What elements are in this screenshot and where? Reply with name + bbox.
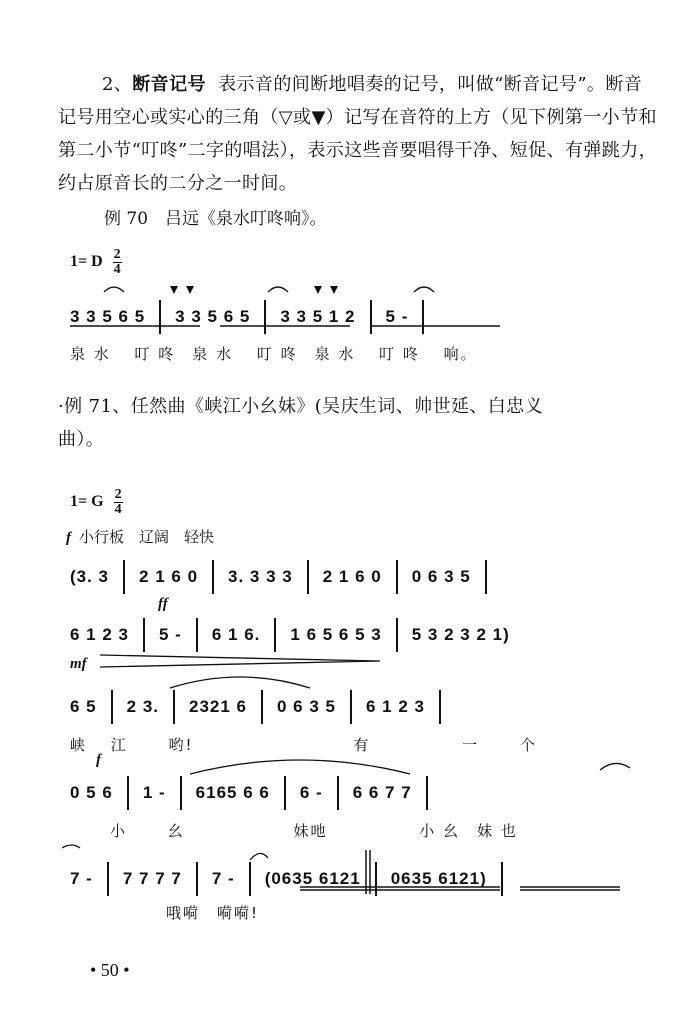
key-signature: 1= D — [70, 253, 103, 271]
example-70-caption: 例 70 吕远《泉水叮咚响》。 — [104, 209, 327, 229]
measure: 3. 3 3 3 — [228, 567, 293, 586]
slur — [104, 287, 124, 292]
measure: 6 1 6. — [211, 625, 261, 644]
measure: 0 5 6 — [70, 783, 113, 802]
time-numerator: 2 — [113, 247, 121, 262]
dynamic-f: f — [96, 752, 101, 768]
measure: 3 3 5 6 5 — [175, 307, 251, 326]
measure: 5 - — [159, 625, 182, 644]
measure: 7 - — [70, 869, 93, 888]
measure: 2 3. — [126, 697, 159, 716]
measure: 7 - — [211, 869, 235, 888]
key-signature: 1= G — [70, 493, 104, 511]
measure: 6 6 7 7 — [352, 783, 412, 802]
measure: 6 1 2 3 — [70, 625, 129, 644]
measure: 1 6 5 6 5 3 — [290, 625, 382, 644]
slur — [414, 287, 434, 292]
slur — [268, 287, 288, 292]
staccato-triangle — [314, 286, 322, 294]
measure: 6 - — [299, 783, 323, 802]
time-denominator: 4 — [113, 262, 121, 277]
section-body: 表示音的间断地唱奏的记号，叫做“断音记号”。断音记号用空心或实心的三角（▽或▼）记写在音符的上方（见下例第一小节和第二小节“叮咚”二字的唱法），表示这些音要唱得干净、短促、有弹跳力，约占原音长的二分之一时间。 — [58, 74, 658, 194]
time-numerator: 2 — [114, 487, 122, 502]
measure: 6 5 — [70, 697, 97, 716]
decrescendo-hairpin — [100, 655, 380, 667]
section-number: 2、 — [102, 74, 133, 95]
measure: (0635 6121 — [264, 869, 361, 888]
measure: 2321 6 — [189, 697, 247, 716]
tie — [62, 845, 80, 848]
measure: 0 6 3 5 — [411, 567, 471, 586]
measure: 6 1 2 3 — [366, 697, 425, 716]
measure: 7 7 7 7 — [122, 869, 182, 888]
staccato-triangle — [170, 286, 178, 294]
section-title: 断音记号 — [132, 74, 206, 95]
measure: 0 6 3 5 — [277, 697, 336, 716]
measure: 1 - — [142, 783, 166, 802]
measure: 5 3 2 3 2 1) — [411, 625, 510, 644]
measure: 3 3 5 1 2 — [280, 307, 356, 326]
tie — [600, 763, 630, 770]
dynamic-mf: mf — [70, 656, 87, 672]
slur — [250, 853, 268, 860]
measure: 6165 6 6 — [195, 783, 270, 802]
slur — [190, 760, 410, 774]
measure: 0635 6121) — [390, 869, 487, 888]
measure: 2 1 6 0 — [139, 567, 199, 586]
row-5-lyrics: 哦嗬 嗬嗬! — [166, 904, 260, 922]
measure: 3 3 5 6 5 — [70, 307, 146, 326]
dynamic-ff: ff — [158, 596, 168, 612]
measure: 5 - — [385, 307, 409, 326]
time-denominator: 4 — [114, 502, 122, 517]
caption-line: 曲）。 — [58, 429, 105, 450]
row-4-lyrics: 小 幺 妹吔 小 幺 妹 也 — [110, 822, 518, 840]
tempo-text: 小行板 辽阔 轻快 — [79, 528, 215, 546]
row-3-lyrics: 峡 江 哟! 有 一 个 — [70, 736, 537, 754]
staccato-triangle — [186, 286, 194, 294]
measure: (3. 3 — [70, 567, 110, 586]
page-number: • 50 • — [90, 960, 130, 980]
example-70-lyrics: 泉 水 叮 咚 泉 水 叮 咚 泉 水 叮 咚 响。 — [70, 345, 478, 363]
slur — [170, 677, 310, 688]
measure: 2 1 6 0 — [322, 567, 382, 586]
staccato-triangle — [330, 286, 338, 294]
dynamic-mark: f — [66, 530, 71, 546]
caption-line: ·例 71、任然曲《峡江小幺妹》(吴庆生词、帅世延、白忠义 — [58, 396, 543, 417]
